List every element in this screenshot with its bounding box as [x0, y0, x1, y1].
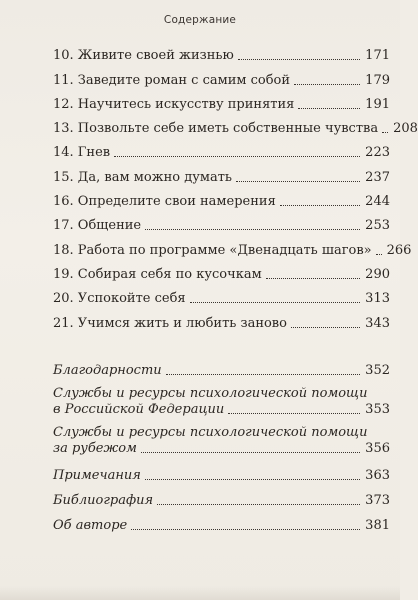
toc-page-number: 381: [365, 517, 390, 533]
toc-entry-17[interactable]: [53, 210, 390, 234]
dot-leader: [376, 254, 382, 255]
toc-entry-20[interactable]: [53, 283, 390, 307]
toc-entry-services-russia[interactable]: [53, 386, 390, 418]
toc-entry-title: 19. Собирая себя по кусочкам: [53, 266, 262, 282]
dot-leader: [166, 374, 361, 375]
dot-leader: [228, 413, 360, 414]
toc-entry-15[interactable]: [53, 161, 390, 185]
dot-leader: [131, 529, 360, 530]
toc-page-number: 353: [365, 401, 390, 417]
toc-entry-14[interactable]: [53, 137, 390, 161]
dot-leader: [266, 278, 360, 279]
toc-entry-title-line1: Службы и ресурсы психологической помощи: [53, 424, 368, 440]
toc-entry-title: 12. Научитесь искусству принятия: [53, 96, 295, 112]
toc-page-number: 352: [365, 362, 390, 378]
toc-page-number: 223: [365, 145, 390, 161]
chapter-list: [53, 40, 418, 332]
toc-entry-title-line1: Службы и ресурсы психологической помощи: [53, 385, 368, 401]
toc-page-number: 343: [365, 315, 390, 331]
toc-entry-line2: [53, 402, 390, 418]
toc-entry-title: 10. Живите своей жизнью: [53, 48, 234, 64]
toc-entry-title: Благодарности: [53, 362, 162, 378]
dot-leader: [291, 327, 360, 328]
toc-entry-16[interactable]: [53, 186, 390, 210]
toc-page-number: 179: [365, 72, 390, 88]
backmatter-list: [53, 354, 390, 534]
toc-entry-21[interactable]: [53, 307, 390, 331]
toc-entry-title: 13. Позвольте себе иметь собственные чувства: [53, 121, 379, 137]
toc-entry-12[interactable]: [53, 89, 390, 113]
toc-page-number: 266: [386, 242, 412, 258]
section-gap: [53, 332, 390, 354]
toc-entry-11[interactable]: [53, 64, 390, 88]
toc-entry-title: Библиография: [53, 492, 154, 508]
toc-entry-services-abroad[interactable]: [53, 425, 390, 457]
toc-entry-title: 17. Общение: [53, 218, 142, 234]
toc-entry-title: 15. Да, вам можно думать: [53, 169, 233, 185]
toc-entry-about-author[interactable]: [53, 509, 390, 534]
dot-leader: [236, 181, 360, 182]
table-of-contents: [53, 40, 418, 534]
toc-entry-13[interactable]: [53, 113, 418, 137]
toc-entry-title: 11. Заведите роман с самим собой: [53, 72, 291, 88]
toc-entry-title: Об авторе: [53, 517, 128, 533]
toc-entry-acknowledgements[interactable]: [53, 354, 390, 379]
dot-leader: [145, 229, 360, 230]
toc-entry-title-line2: за рубежом: [53, 440, 137, 456]
toc-entry-title: 20. Успокойте себя: [53, 291, 186, 307]
dot-leader: [238, 59, 360, 60]
dot-leader: [280, 205, 360, 206]
toc-entry-title: Примечания: [53, 467, 141, 483]
toc-entry-title: 18. Работа по программе «Двенадцать шагов»: [53, 242, 372, 258]
toc-page-number: 373: [365, 492, 390, 508]
toc-entry-18[interactable]: [53, 234, 412, 258]
dot-leader: [157, 504, 360, 505]
toc-page-number: 290: [365, 266, 390, 282]
dot-leader: [298, 108, 360, 109]
toc-entry-19[interactable]: [53, 259, 390, 283]
toc-page-number: 208: [393, 121, 418, 137]
toc-page-number: 313: [365, 291, 390, 307]
toc-entry-bibliography[interactable]: [53, 484, 390, 509]
running-head: Содержание: [163, 14, 237, 26]
toc-page-number: 253: [365, 218, 390, 234]
dot-leader: [190, 302, 361, 303]
toc-entry-title: 16. Определите свои намерения: [53, 194, 276, 210]
dot-leader: [141, 452, 360, 453]
dot-leader: [382, 132, 388, 133]
toc-entry-10[interactable]: [53, 40, 390, 64]
toc-entry-notes[interactable]: [53, 459, 390, 484]
toc-page-number: 244: [365, 194, 390, 210]
dot-leader: [114, 156, 360, 157]
toc-entry-title: 21. Учимся жить и любить заново: [53, 315, 287, 331]
toc-page-number: 171: [365, 48, 390, 64]
toc-entry-title: 14. Гнев: [53, 145, 111, 161]
toc-page-number: 237: [365, 169, 390, 185]
toc-entry-title-line2: в Российской Федерации: [53, 401, 225, 417]
toc-entry-line2: [53, 441, 390, 457]
toc-page-number: 356: [365, 440, 390, 456]
dot-leader: [294, 84, 360, 85]
dot-leader: [145, 479, 360, 480]
toc-page-number: 363: [365, 467, 390, 483]
toc-page-number: 191: [365, 96, 390, 112]
